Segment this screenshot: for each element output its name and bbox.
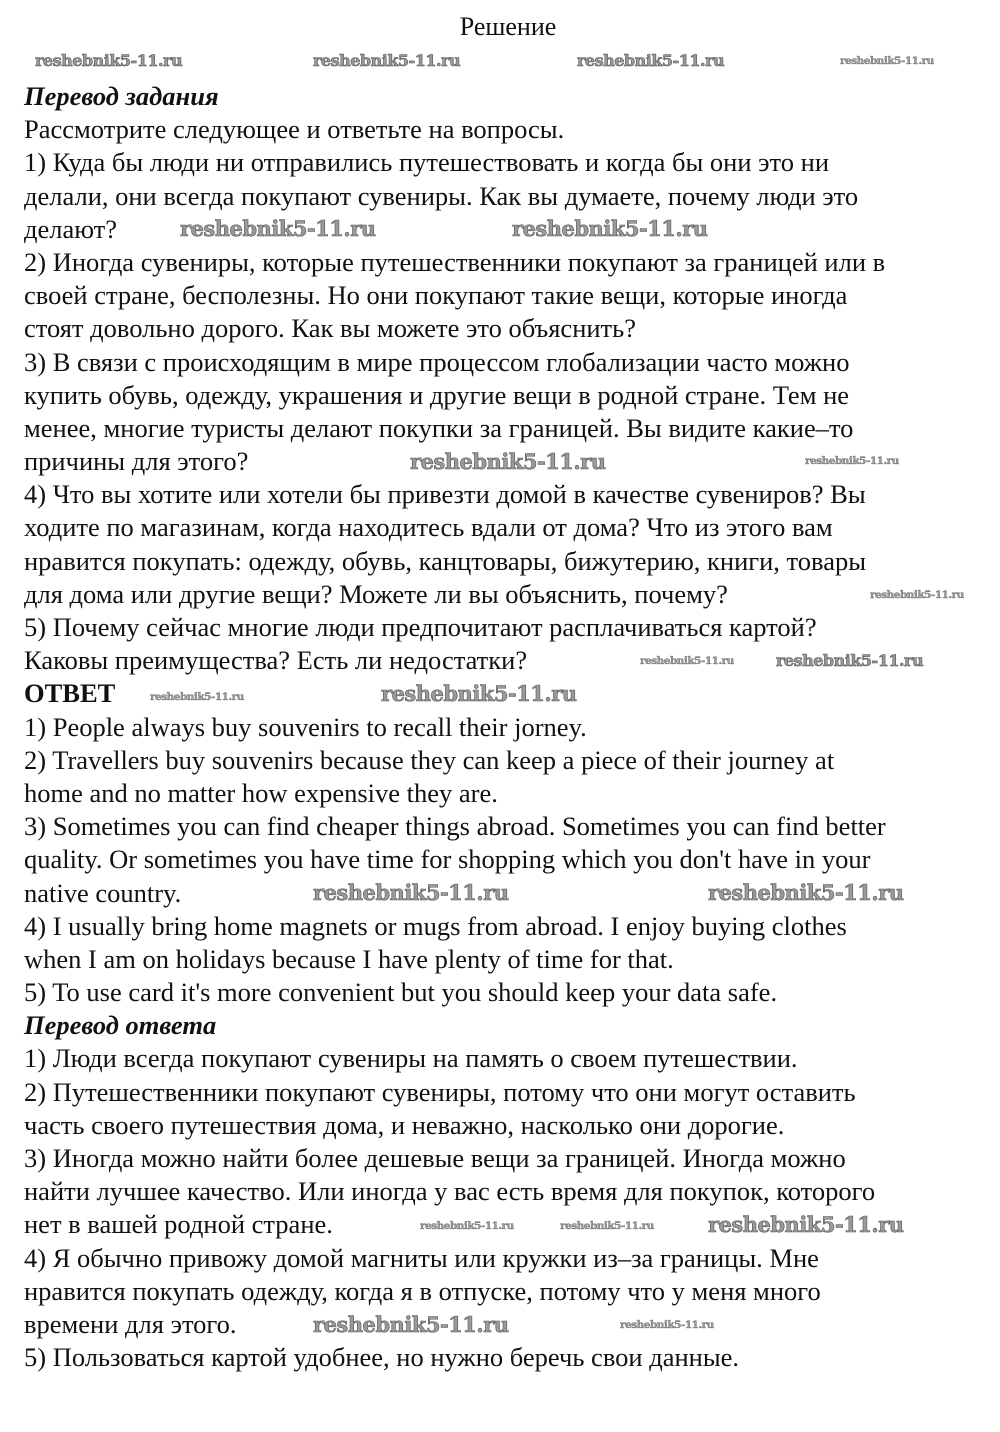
watermark: reshebnik5-11.ru: [840, 55, 934, 67]
text-line: менее, многие туристы делают покупки за границей. Вы видите какие–то: [24, 412, 854, 443]
text-line: 5) Почему сейчас многие люди предпочитают расплачиваться картой?: [24, 612, 817, 642]
text-line: нравится покупать: одежду, обувь, канцтовары, бижутерию, книги, товары: [24, 545, 867, 576]
section-heading-task-translation: Перевод задания: [24, 81, 219, 111]
watermark: reshebnik5-11.ru: [512, 216, 708, 241]
text-line: home and no matter how expensive they are.: [24, 777, 498, 808]
text-line: своей стране, бесполезны. Но они покупают такие вещи, которые иногда: [24, 280, 848, 311]
text-line: делают?: [24, 213, 118, 244]
page-title: Решение: [459, 12, 557, 41]
text-line: quality. Or sometimes you have time for shopping which you don't have in your: [24, 844, 871, 875]
text-line: времени для этого.: [24, 1308, 237, 1339]
watermark: reshebnik5-11.ru: [313, 880, 509, 905]
text-line: 3) Иногда можно найти более дешевые вещи за границей. Иногда можно: [24, 1143, 846, 1173]
watermark: reshebnik5-11.ru: [150, 691, 244, 703]
text-line: найти лучшее качество. Или иногда у вас есть время для покупок, которого: [24, 1176, 876, 1207]
text-line: 4) Я обычно привожу домой магниты или кружки из–за границы. Мне: [24, 1242, 819, 1273]
watermark: reshebnik5-11.ru: [577, 51, 725, 70]
watermark: reshebnik5-11.ru: [410, 449, 606, 474]
watermark: reshebnik5-11.ru: [776, 651, 924, 670]
text-line: when I am on holidays because I have plenty of time for that.: [24, 943, 674, 974]
text-line: ходите по магазинам, когда находитесь вдали от дома? Что из этого вам: [24, 512, 833, 543]
text-line: native country.: [24, 877, 182, 908]
watermark: reshebnik5-11.ru: [420, 1220, 514, 1232]
text-line: 3) В связи с происходящим в мире процессом глобализации часто можно: [24, 346, 850, 377]
text-line: делали, они всегда покупают сувениры. Как вы думаете, почему люди это: [24, 180, 859, 211]
text-line: 1) Куда бы люди ни отправились путешествовать и когда бы они это ни: [24, 147, 830, 178]
watermark: reshebnik5-11.ru: [560, 1220, 654, 1232]
watermark: reshebnik5-11.ru: [708, 880, 904, 905]
text-line: 1) Люди всегда покупают сувениры на память о своем путешествии.: [24, 1043, 798, 1074]
watermark: reshebnik5-11.ru: [35, 51, 183, 70]
text-line: 1) People always buy souvenirs to recall their jorney.: [24, 711, 587, 742]
watermark: reshebnik5-11.ru: [313, 1312, 509, 1337]
section-heading-answer: ОТВЕТ: [24, 678, 116, 709]
text-line: 2) Travellers buy souvenirs because they can keep a piece of their journey at: [24, 744, 835, 775]
watermark: reshebnik5-11.ru: [805, 455, 899, 467]
watermark: reshebnik5-11.ru: [180, 216, 376, 241]
document-body: [24, 80, 886, 1374]
section-heading-answer-translation: Перевод ответа: [24, 1010, 217, 1041]
watermark: reshebnik5-11.ru: [620, 1319, 714, 1331]
text-line: нравится покупать одежду, когда я в отпуске, потому что у меня много: [24, 1275, 821, 1306]
text-line: купить обувь, одежду, украшения и другие вещи в родной стране. Тем не: [24, 379, 850, 410]
text-line: 2) Иногда сувениры, которые путешественники покупают за границей или в: [24, 246, 886, 277]
text-line: Каковы преимущества? Есть ли недостатки?: [24, 645, 528, 676]
watermark: reshebnik5-11.ru: [640, 655, 734, 667]
watermark: reshebnik5-11.ru: [708, 1212, 904, 1237]
watermark: reshebnik5-11.ru: [870, 589, 964, 601]
text-line: причины для этого?: [24, 446, 249, 477]
text-line: 4) I usually bring home magnets or mugs from abroad. I enjoy buying clothes: [24, 910, 847, 941]
watermark: reshebnik5-11.ru: [381, 681, 577, 706]
text-line: 5) To use card it's more convenient but you should keep your data safe.: [24, 977, 778, 1008]
text-line: стоят довольно дорого. Как вы можете это объяснить?: [24, 313, 636, 344]
text-line: часть своего путешествия дома, и неважно, насколько они дорогие.: [24, 1109, 785, 1140]
text-line: 3) Sometimes you can find cheaper things abroad. Sometimes you can find better: [24, 811, 886, 842]
text-line: Рассмотрите следующее и ответьте на вопросы.: [24, 114, 565, 145]
watermark: reshebnik5-11.ru: [313, 51, 461, 70]
text-line: для дома или другие вещи? Можете ли вы объяснить, почему?: [24, 578, 728, 609]
text-line: 2) Путешественники покупают сувениры, потому что они могут оставить: [24, 1076, 856, 1107]
text-line: 4) Что вы хотите или хотели бы привезти домой в качестве сувениров? Вы: [24, 479, 866, 510]
text-line: нет в вашей родной стране.: [24, 1209, 333, 1240]
text-line: 5) Пользоваться картой удобнее, но нужно беречь свои данные.: [24, 1342, 740, 1373]
